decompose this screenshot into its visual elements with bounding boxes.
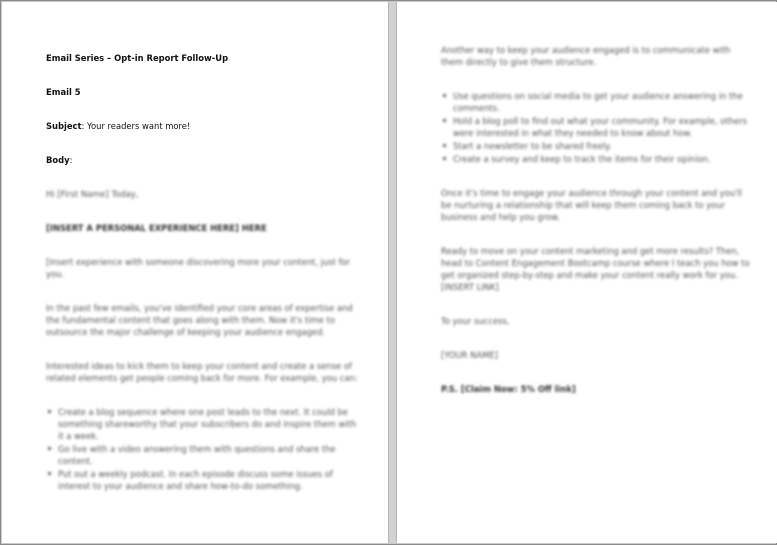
subject-label: Subject xyxy=(46,121,82,131)
page-gutter xyxy=(388,2,397,543)
list-item: Create a blog sequence where one post leads to the next. It could be something shareworthy that your subscribers do and inspire them with it a week. xyxy=(46,406,358,442)
bullet-dot xyxy=(443,144,446,147)
bullet-list-right xyxy=(441,90,751,165)
list-item: Hold a blog poll to find out what your community. For example, others were interested in what they needed to know about how. xyxy=(441,115,751,139)
bullet-dot xyxy=(443,157,446,160)
bullet-dot xyxy=(48,410,51,413)
body-separator: : xyxy=(69,155,73,165)
greeting: Hi [First Name] Today, xyxy=(46,189,139,199)
list-item: Create a survey and keep to track the items for their opinion. xyxy=(441,153,751,165)
postscript: P.S. [Claim Now: 5% Off link] xyxy=(441,384,576,394)
page-right xyxy=(397,2,777,543)
signoff: To your success, xyxy=(441,316,510,326)
right-page-content xyxy=(441,44,751,417)
list-item: Start a newsletter to be shared freely. xyxy=(441,140,751,152)
bullet-dot xyxy=(443,119,446,122)
body-line xyxy=(46,154,358,166)
email-number: Email 5 xyxy=(46,87,81,97)
paragraph-right-1: Another way to keep your audience engaged is to communicate with them directly to give them structure. xyxy=(441,45,731,67)
signature: [YOUR NAME] xyxy=(441,350,498,360)
subject-line xyxy=(46,120,358,132)
bullet-dot xyxy=(48,447,51,450)
list-item: Go live with a video answering them with questions and share the content. xyxy=(46,443,358,467)
bullet-dot xyxy=(443,94,446,97)
list-item: Put out a weekly podcast. In each episode discuss some issues of interest to your audience and share how-to-do something. xyxy=(46,468,358,492)
paragraph-2: In the past few emails, you've identified your core areas of expertise and the fundamental content that goes along with them. Now it's time to outsource the major challenge of keeping your audience engaged. xyxy=(46,303,353,337)
series-title: Email Series – Opt-in Report Follow-Up xyxy=(46,53,229,63)
paragraph-right-2: Once it's time to engage your audience through your content and you'll be nurturing a relationship that will keep them coming back to your business and help you grow. xyxy=(441,188,742,222)
section-heading: [INSERT A PERSONAL EXPERIENCE HERE] HERE xyxy=(46,223,267,233)
list-item: Use questions on social media to get your audience answering in the comments. xyxy=(441,90,751,114)
page-left xyxy=(2,2,388,543)
bullet-dot xyxy=(48,472,51,475)
paragraph-right-3: Ready to move on your content marketing and get more results? Then, head to Content Engagement Bootcamp course where I teach you how to get organized step-by-step and make your content really work for you. [INSERT LINK] xyxy=(441,246,750,292)
paragraph-1: [Insert experience with someone discovering more your content, just for you. xyxy=(46,257,351,279)
paragraph-3: Interested ideas to kick them to keep your content and create a sense of related elements get people coming back for more. For example, you can: xyxy=(46,361,358,383)
left-page-content xyxy=(46,52,358,514)
body-label: Body xyxy=(46,155,70,165)
bullet-list-left xyxy=(46,406,358,492)
subject-separator: : xyxy=(81,121,85,131)
subject-text: Your readers want more! xyxy=(84,121,191,131)
